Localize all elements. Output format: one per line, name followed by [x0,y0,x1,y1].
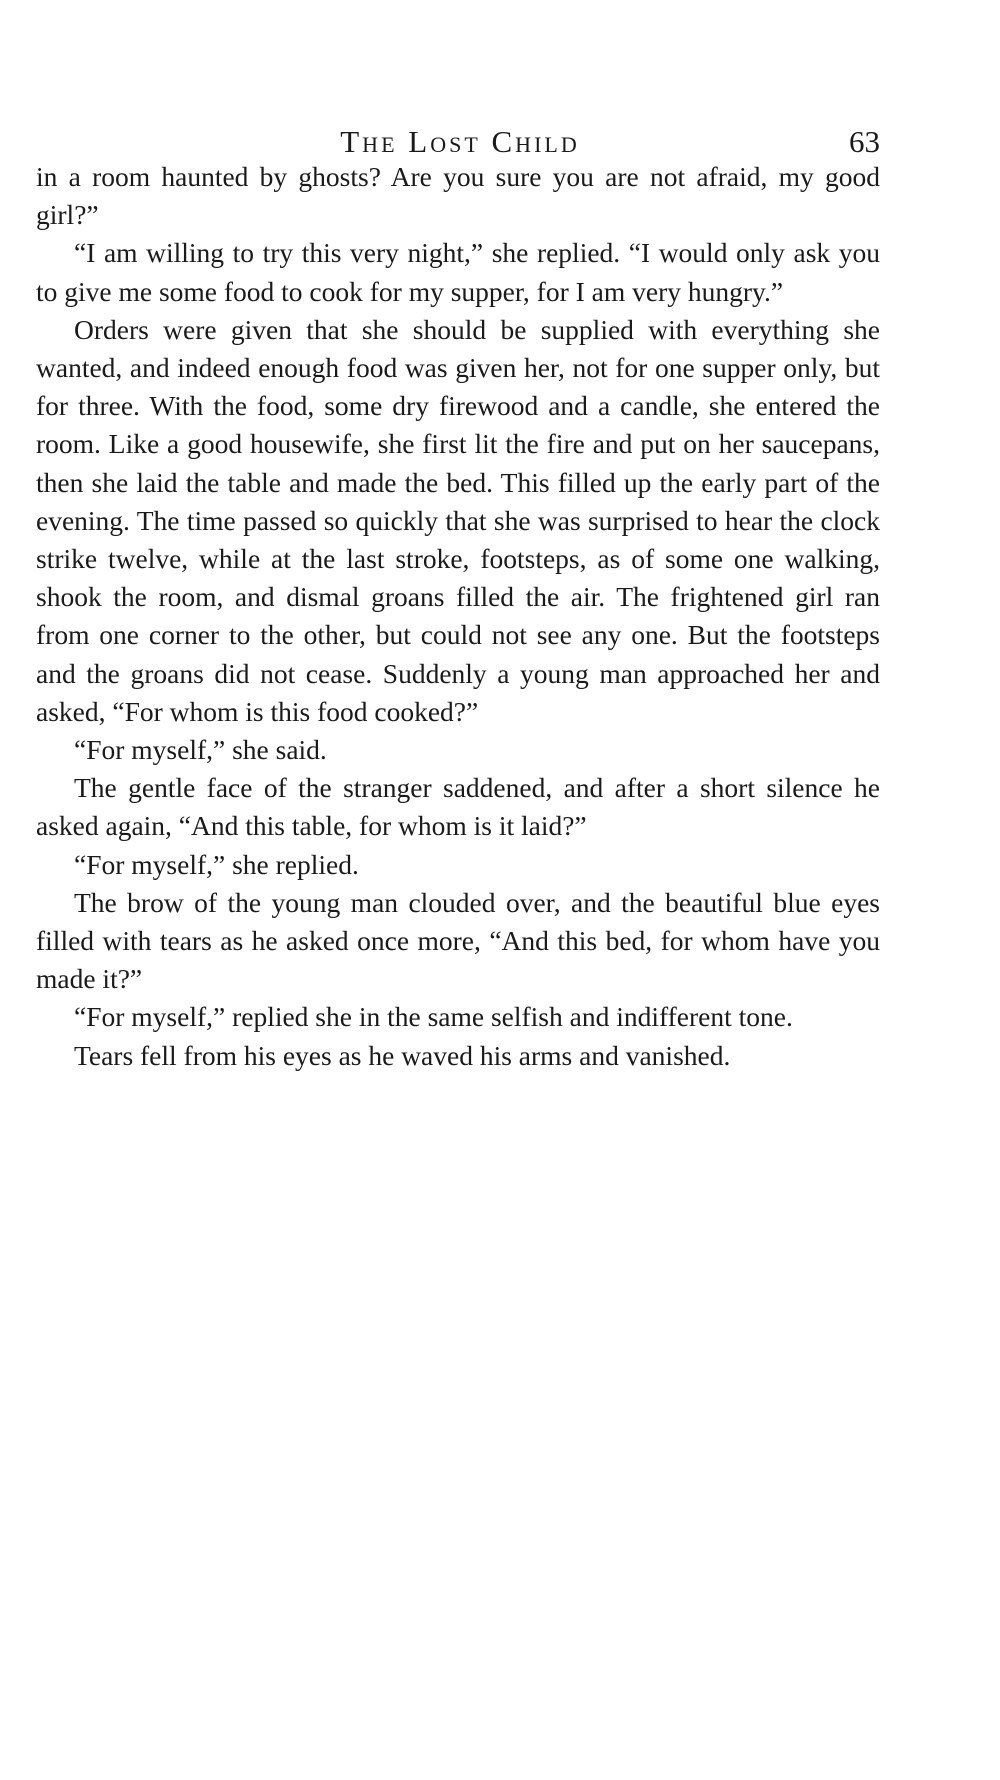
page-number: 63 [849,124,880,159]
paragraph: “For myself,” she replied. [74,848,359,880]
paragraph: “For myself,” she said. [74,734,327,766]
running-head [40,122,880,162]
body-text [36,158,880,1075]
paragraph: The gentle face of the stranger saddened, and after a short silence he asked again, “And this table, for whom is it laid?” [36,772,880,842]
paragraph-continued: in a room haunted by ghosts? Are you sure you are not afraid, my good girl?” [36,161,880,231]
paragraph: Tears fell from his eyes as he waved his arms and vanished. [74,1039,731,1071]
paragraph: “I am willing to try this very night,” she replied. “I would only ask you to give me some food to cook for my supper, for I am very hungry.” [36,237,880,307]
paragraph: “For myself,” replied she in the same selfish and indifferent tone. [74,1001,793,1033]
paragraph: Orders were given that she should be supplied with everything she wanted, and indeed enough food was given her, not for one supper only, but for three. With the food, some dry firewood and a candle, she entered the room. Like a good housewife, she first lit the fire and put on her saucepans, then she laid the table and made the bed. This filled up the early part of the evening. The time passed so quickly that she was surprised to hear the clock strike twelve, while at the last stroke, footsteps, as of some one walking, shook the room, and dismal groans filled the air. The frightened girl ran from one corner to the other, but could not see any one. But the footsteps and the groans did not cease. Suddenly a young man approached her and asked, “For whom is this food cooked?” [36,313,880,727]
chapter-title: The Lost Child [340,124,580,159]
paragraph: The brow of the young man clouded over, and the beautiful blue eyes filled with tears as he asked once more, “And this bed, for whom have you made it?” [36,886,880,995]
